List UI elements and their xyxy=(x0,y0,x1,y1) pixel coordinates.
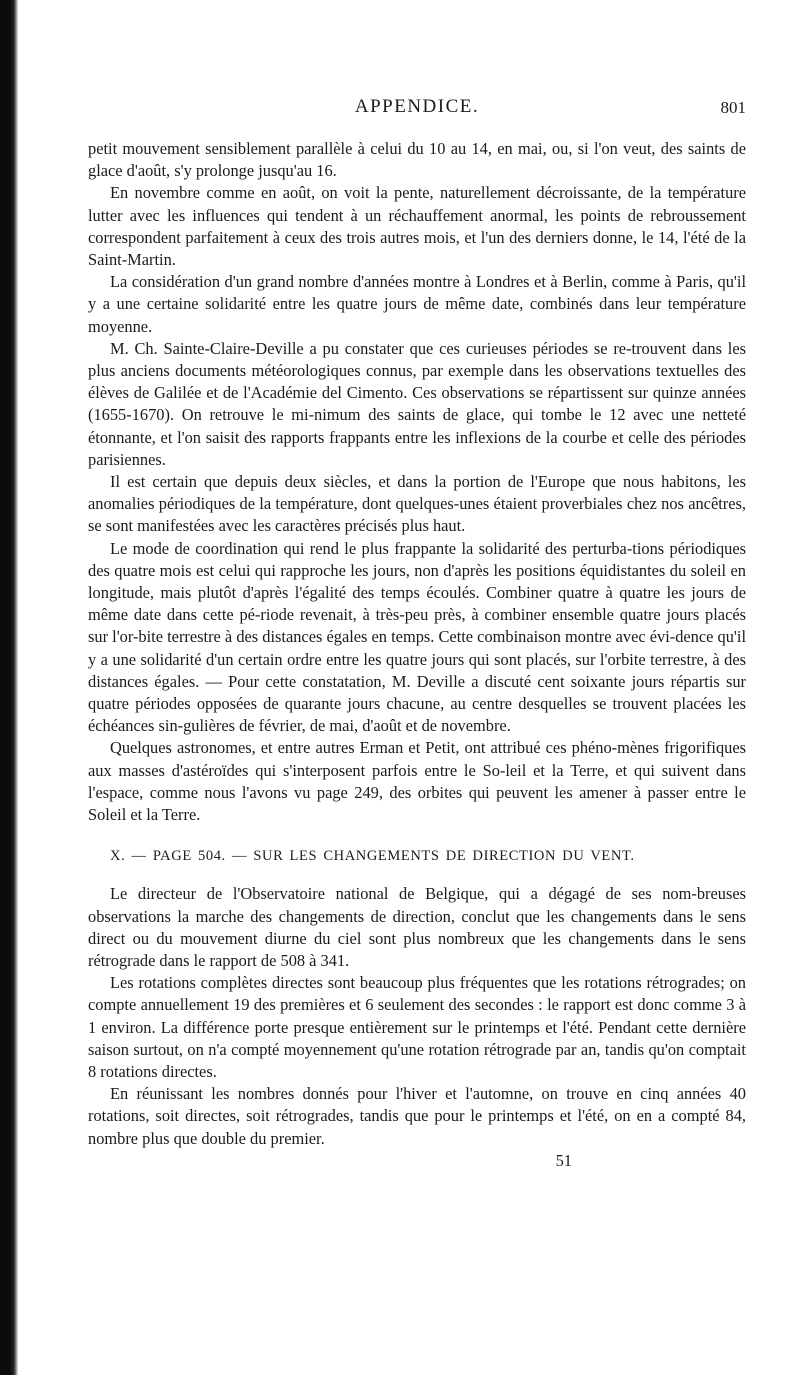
paragraph: Le directeur de l'Observatoire national de Belgique, qui a dégagé de ses nom-breuses observations la marche des changements de direction, conclut que les changements dans le sens direct ou du mouvement diurne du ciel sont plus nombreux que les changements dans le sens rétrograde dans le rapport de 508 à 341. xyxy=(88,884,746,970)
running-header xyxy=(88,96,746,138)
paragraph: Les rotations complètes directes sont beaucoup plus fréquentes que les rotations rétrogrades; on compte annuellement 19 des premières et 6 seulement des secondes : le rapport est donc comme 3 à 1 environ. La différence porte presque entièrement sur le printemps et l'été. Pendant cette dernière saison surtout, on n'a compté moyennement qu'une rotation rétrograde par an, tandis qu'on comptait 8 rotations directes. xyxy=(88,973,746,1081)
signature-mark: 51 xyxy=(555,1150,572,1170)
paragraph: M. Ch. Sainte-Claire-Deville a pu constater que ces curieuses périodes se re-trouvent dans les plus anciens documents météorologiques connus, par exemple dans les observations textuelles des élèves de Galilée et de l'Académie del Cimento. Ces observations se répartissent sur quinze années (1655-1670). On retrouve le mi-nimum des saints de glace, qui tombe le 12 avec une netteté étonnante, et l'on saisit des rapports frappants entre les inflexions de la courbe et celle des périodes parisiennes. xyxy=(88,338,746,469)
paragraph: Il est certain que depuis deux siècles, et dans la portion de l'Europe que nous habitons, les anomalies périodiques de la température, dont quelques-unes étaient proverbiales chez nos ancêtres, se sont manifestées avec les caractères précisés plus haut. xyxy=(88,472,746,536)
book-binding-edge xyxy=(0,0,18,1375)
paragraph: En novembre comme en août, on voit la pente, naturellement décroissante, de la température lutter avec les influences qui tendent à un réchauffement anormal, les points de rebroussement correspondent parfaitement à ceux des trois autres mois, et l'un des derniers donne, le 14, l'été de la Saint-Martin. xyxy=(88,183,746,270)
running-title: APPENDICE. xyxy=(354,96,480,117)
paragraph: Le mode de coordination qui rend le plus frappante la solidarité des perturba-tions périodiques des quatre mois est celui qui rapproche les jours, non d'après les positions équidistantes du soleil en longitude, mais plutôt d'après l'égalité des temps écoulés. Combiner quatre à quatre les jours de même date dans cette pé-riode revenait, à très-peu près, à combiner ensemble quatre jours placés sur l'or-bite terrestre à des distances égales en temps. Cette combinaison montre avec évi-dence qu'il y a une solidarité d'un certain ordre entre les quatre jours qui sont placés, sur l'orbite terrestre, à des distances égales. — Pour cette constatation, M. Deville a discuté cent soixante jours répartis sur quatre périodes opposées de quarante jours chacune, au centre desquelles se trouvent placées les échéances sin-gulières de février, de mai, d'août et de novembre. xyxy=(88,538,746,736)
paragraph: En réunissant les nombres donnés pour l'hiver et l'automne, on trouve en cinq années 40 rotations, soit directes, soit rétrogrades, tandis que pour le printemps et l'été, on en a compté 84, nombre plus que double du premier. xyxy=(88,1084,746,1148)
book-page xyxy=(88,96,746,1172)
section-heading: X. — PAGE 504. — SUR LES CHANGEMENTS DE DIRECTION DU VENT. xyxy=(110,848,635,865)
paragraph: La considération d'un grand nombre d'années montre à Londres et à Berlin, comme à Paris, qu'il y a une certaine solidarité entre les quatre jours de même date, combinés dans leur température moyenne. xyxy=(88,272,746,336)
paragraph: Quelques astronomes, et entre autres Erman et Petit, ont attribué ces phéno-mènes frigorifiques aux masses d'astéroïdes qui s'interposent parfois entre le So-leil et la Terre, et qui suivent dans l'espace, comme nous l'avons vu page 249, des orbites qui peuvent les amener à passer entre le Soleil et la Terre. xyxy=(88,738,746,825)
page-number: 801 xyxy=(720,98,746,117)
paragraph: petit mouvement sensiblement parallèle à celui du 10 au 14, en mai, ou, si l'on veut, des saints de glace d'août, s'y prolonge jusqu'au 16. xyxy=(88,139,746,181)
